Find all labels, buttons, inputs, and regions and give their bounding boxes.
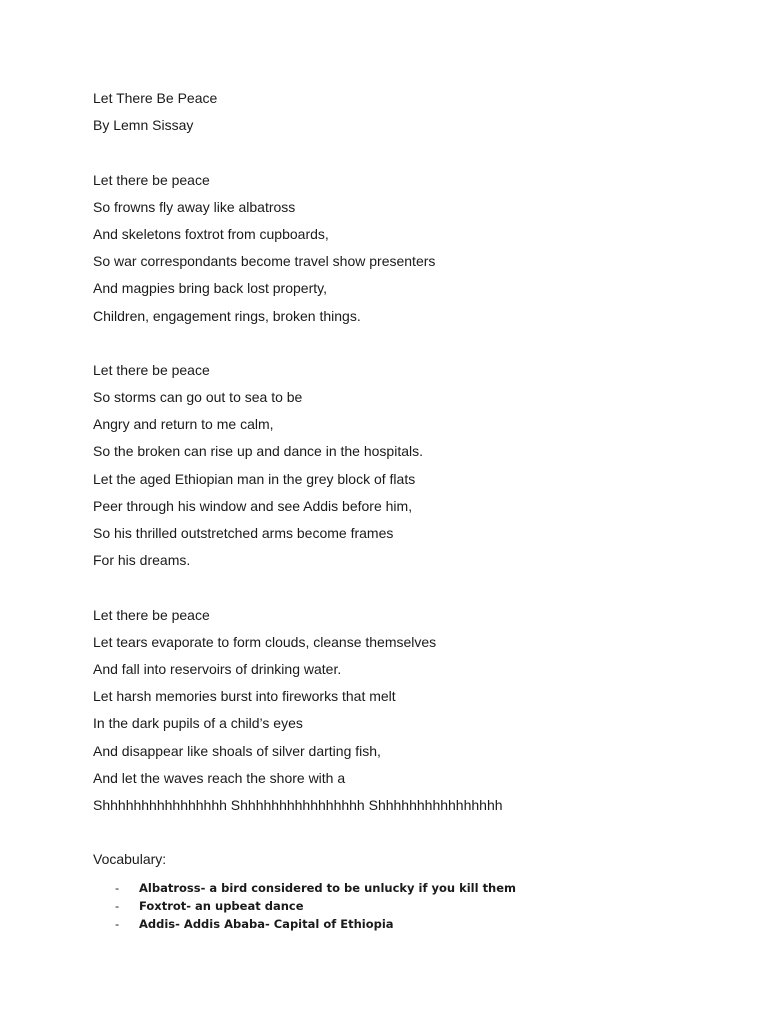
poem-line: And fall into reservoirs of drinking water. <box>93 660 342 677</box>
poem-line: In the dark pupils of a child’s eyes <box>93 715 303 732</box>
poem-line: Angry and return to me calm, <box>93 416 274 433</box>
poem-line: Let there be peace <box>93 171 210 188</box>
spacer <box>93 819 733 846</box>
dash-bullet-icon: - <box>115 881 120 896</box>
vocabulary-list <box>93 879 733 933</box>
document-page <box>93 85 733 933</box>
poem-line: So his thrilled outstretched arms become frames <box>93 525 394 541</box>
vocabulary-heading: Vocabulary: <box>93 851 167 868</box>
vocabulary-section <box>93 846 733 933</box>
poem-line: So storms can go out to sea to be <box>93 389 303 406</box>
poem-line: Let the aged Ethiopian man in the grey block of flats <box>93 470 416 487</box>
poem-line: And let the waves reach the shore with a <box>93 769 346 786</box>
poem-line: Let there be peace <box>93 361 210 378</box>
poem-line: So frowns fly away like albatross <box>93 198 296 215</box>
vocabulary-item <box>93 915 733 933</box>
poem-line: And magpies bring back lost property, <box>93 280 327 297</box>
poem-line: Let harsh memories burst into fireworks that melt <box>93 688 396 705</box>
poem-line: And disappear like shoals of silver darting fish, <box>93 742 381 759</box>
stanza-1 <box>93 167 733 330</box>
vocabulary-item <box>93 879 733 897</box>
vocabulary-item <box>93 897 733 915</box>
poem-line: Let there be peace <box>93 606 210 623</box>
poem-line: So war correspondants become travel show presenters <box>93 253 436 270</box>
stanza-3 <box>93 602 733 820</box>
dash-bullet-icon: - <box>115 899 120 914</box>
poem-line: So the broken can rise up and dance in the hospitals. <box>93 443 423 460</box>
dash-bullet-icon: - <box>115 917 120 932</box>
spacer <box>93 330 733 357</box>
poem-author: By Lemn Sissay <box>93 117 194 134</box>
poem-line: Children, engagement rings, broken things. <box>93 307 361 324</box>
poem-line: Shhhhhhhhhhhhhhhh Shhhhhhhhhhhhhhhh Shhhhhhhhhhhhhhhh <box>93 796 503 813</box>
vocabulary-item-text: Addis- Addis Ababa- Capital of Ethiopia <box>139 917 394 932</box>
poem-line: And skeletons foxtrot from cupboards, <box>93 225 329 242</box>
poem-line: For his dreams. <box>93 552 191 569</box>
spacer <box>93 139 733 166</box>
vocabulary-item-text: Albatross- a bird considered to be unlucky if you kill them <box>139 881 517 896</box>
poem-title: Let There Be Peace <box>93 90 218 106</box>
poem-line: Let tears evaporate to form clouds, cleanse themselves <box>93 633 437 650</box>
stanza-2 <box>93 357 733 575</box>
vocabulary-item-text: Foxtrot- an upbeat dance <box>139 899 304 914</box>
spacer <box>93 574 733 601</box>
poem-line: Peer through his window and see Addis before him, <box>93 497 413 514</box>
